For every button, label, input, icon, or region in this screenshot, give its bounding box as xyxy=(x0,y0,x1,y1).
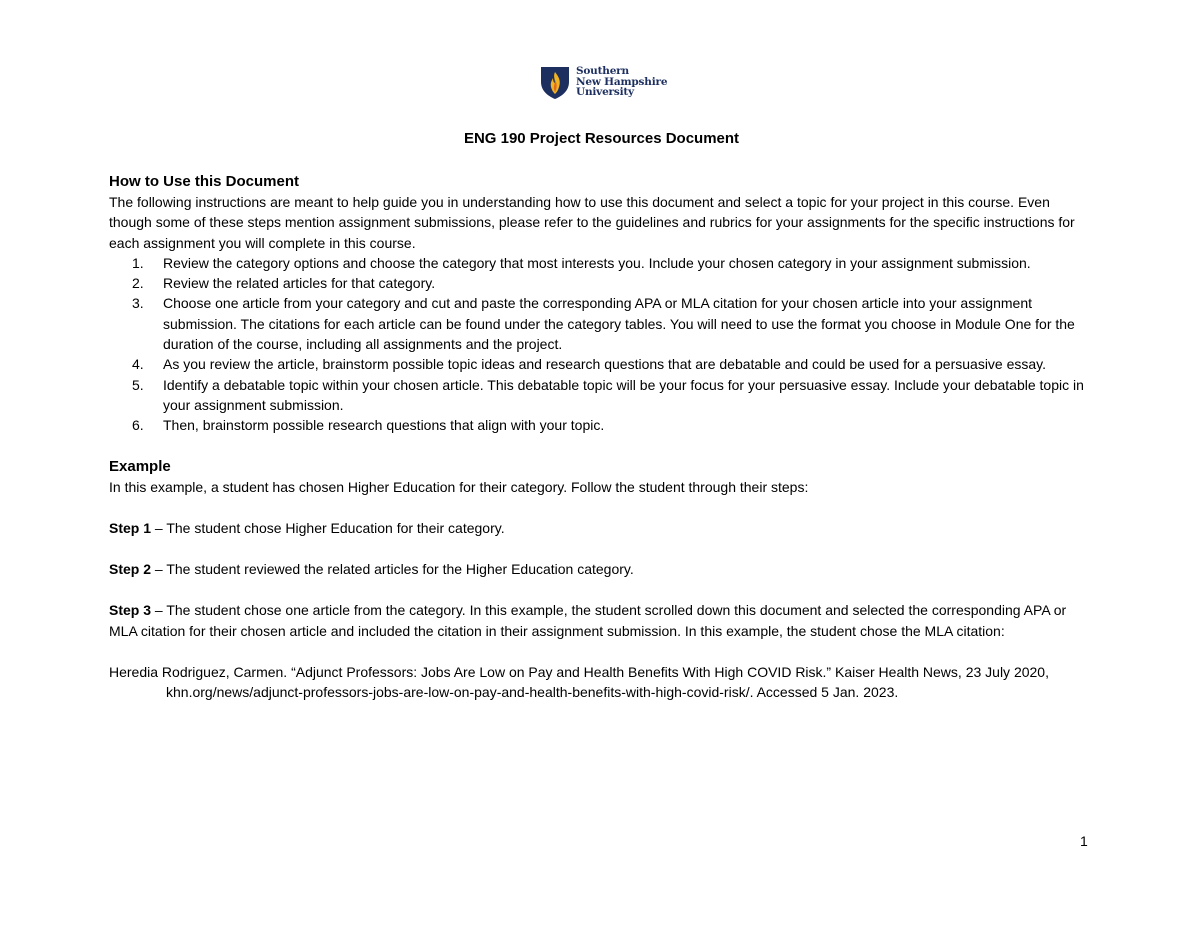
list-item-text: Choose one article from your category and cut and paste the corresponding APA or MLA citation for your chosen article into your assignment submission. The citations for each article can be found under the category tables. You will need to use the format you choose in Module One for the duration of the course, including all assignments and the project. xyxy=(163,295,1075,353)
mla-citation: Heredia Rodriguez, Carmen. “Adjunct Professors: Jobs Are Low on Pay and Health Benefits With High COVID Risk.” Kaiser Health News, 23 July 2020, khn.org/news/adjunct-professors-jobs-are-low-on-pay-and-health-benefits-with-high-covid-risk/. Accessed 5 Jan. 2023. xyxy=(109,664,1049,701)
list-number: 5. xyxy=(132,376,144,393)
list-number: 1. xyxy=(132,254,144,271)
list-number: 4. xyxy=(132,356,144,373)
list-number: 6. xyxy=(132,417,144,434)
document-body xyxy=(109,129,1094,703)
page-number: 1 xyxy=(1080,833,1088,849)
document-title: ENG 190 Project Resources Document xyxy=(463,130,740,147)
example-step-3 xyxy=(109,600,1094,641)
step-label: Step 1 xyxy=(109,519,152,536)
example-intro: In this example, a student has chosen Higher Education for their category. Follow the student through their steps: xyxy=(109,478,809,495)
step-text: – The student chose Higher Education for their category. xyxy=(151,519,505,536)
spacer xyxy=(109,538,1094,559)
logo-line-2: New Hampshire xyxy=(576,75,668,88)
list-number: 2. xyxy=(132,275,144,292)
logo-line-3: University xyxy=(576,86,634,98)
spacer xyxy=(109,579,1094,600)
step-text: – The student chose one article from the category. In this example, the student scrolled down this document and selected the corresponding APA or MLA citation for their chosen article and included the citation in their assignment submission. In this example, the student chose the MLA citation: xyxy=(109,602,1067,639)
list-item-text: Identify a debatable topic within your chosen article. This debatable topic will be your focus for your persuasive essay. Include your debatable topic in your assignment submission. xyxy=(163,376,1084,413)
list-number: 3. xyxy=(132,295,144,312)
logo-line-1: Southern xyxy=(576,65,629,77)
how-to-intro: The following instructions are meant to help guide you in understanding how to use this document and select a topic for your project in this course. Even though some of these steps mention assignment submissions, please refer to the guidelines and rubrics for your assignments for the specific instructions for each assignment you will complete in this course. xyxy=(109,194,1075,251)
step-label: Step 2 xyxy=(109,561,152,578)
step-text: – The student reviewed the related articles for the Higher Education category. xyxy=(151,561,634,578)
list-item xyxy=(132,273,1094,293)
list-item-text: Review the category options and choose the category that most interests you. Include your chosen category in your assignment submission. xyxy=(163,254,1031,271)
list-item-text: As you review the article, brainstorm possible topic ideas and research questions that are debatable and could be used for a persuasive essay. xyxy=(163,356,1047,373)
example-heading: Example xyxy=(109,457,171,475)
shield-flame-icon xyxy=(540,66,570,100)
list-item xyxy=(132,354,1094,374)
list-item xyxy=(132,253,1094,273)
logo-wordmark xyxy=(576,66,667,98)
snhu-logo xyxy=(540,66,667,100)
how-to-heading: How to Use this Document xyxy=(109,173,300,190)
spacer xyxy=(109,436,1094,457)
example-step-1 xyxy=(109,518,1094,538)
list-item-text: Review the related articles for that category. xyxy=(163,275,436,292)
step-label: Step 3 xyxy=(109,602,152,619)
example-step-2 xyxy=(109,559,1094,579)
list-item xyxy=(132,375,1094,416)
list-item xyxy=(132,415,1094,435)
instruction-list xyxy=(109,253,1094,436)
list-item xyxy=(132,293,1094,354)
list-item-text: Then, brainstorm possible research questions that align with your topic. xyxy=(163,417,605,434)
spacer xyxy=(109,497,1094,518)
spacer xyxy=(109,641,1094,662)
